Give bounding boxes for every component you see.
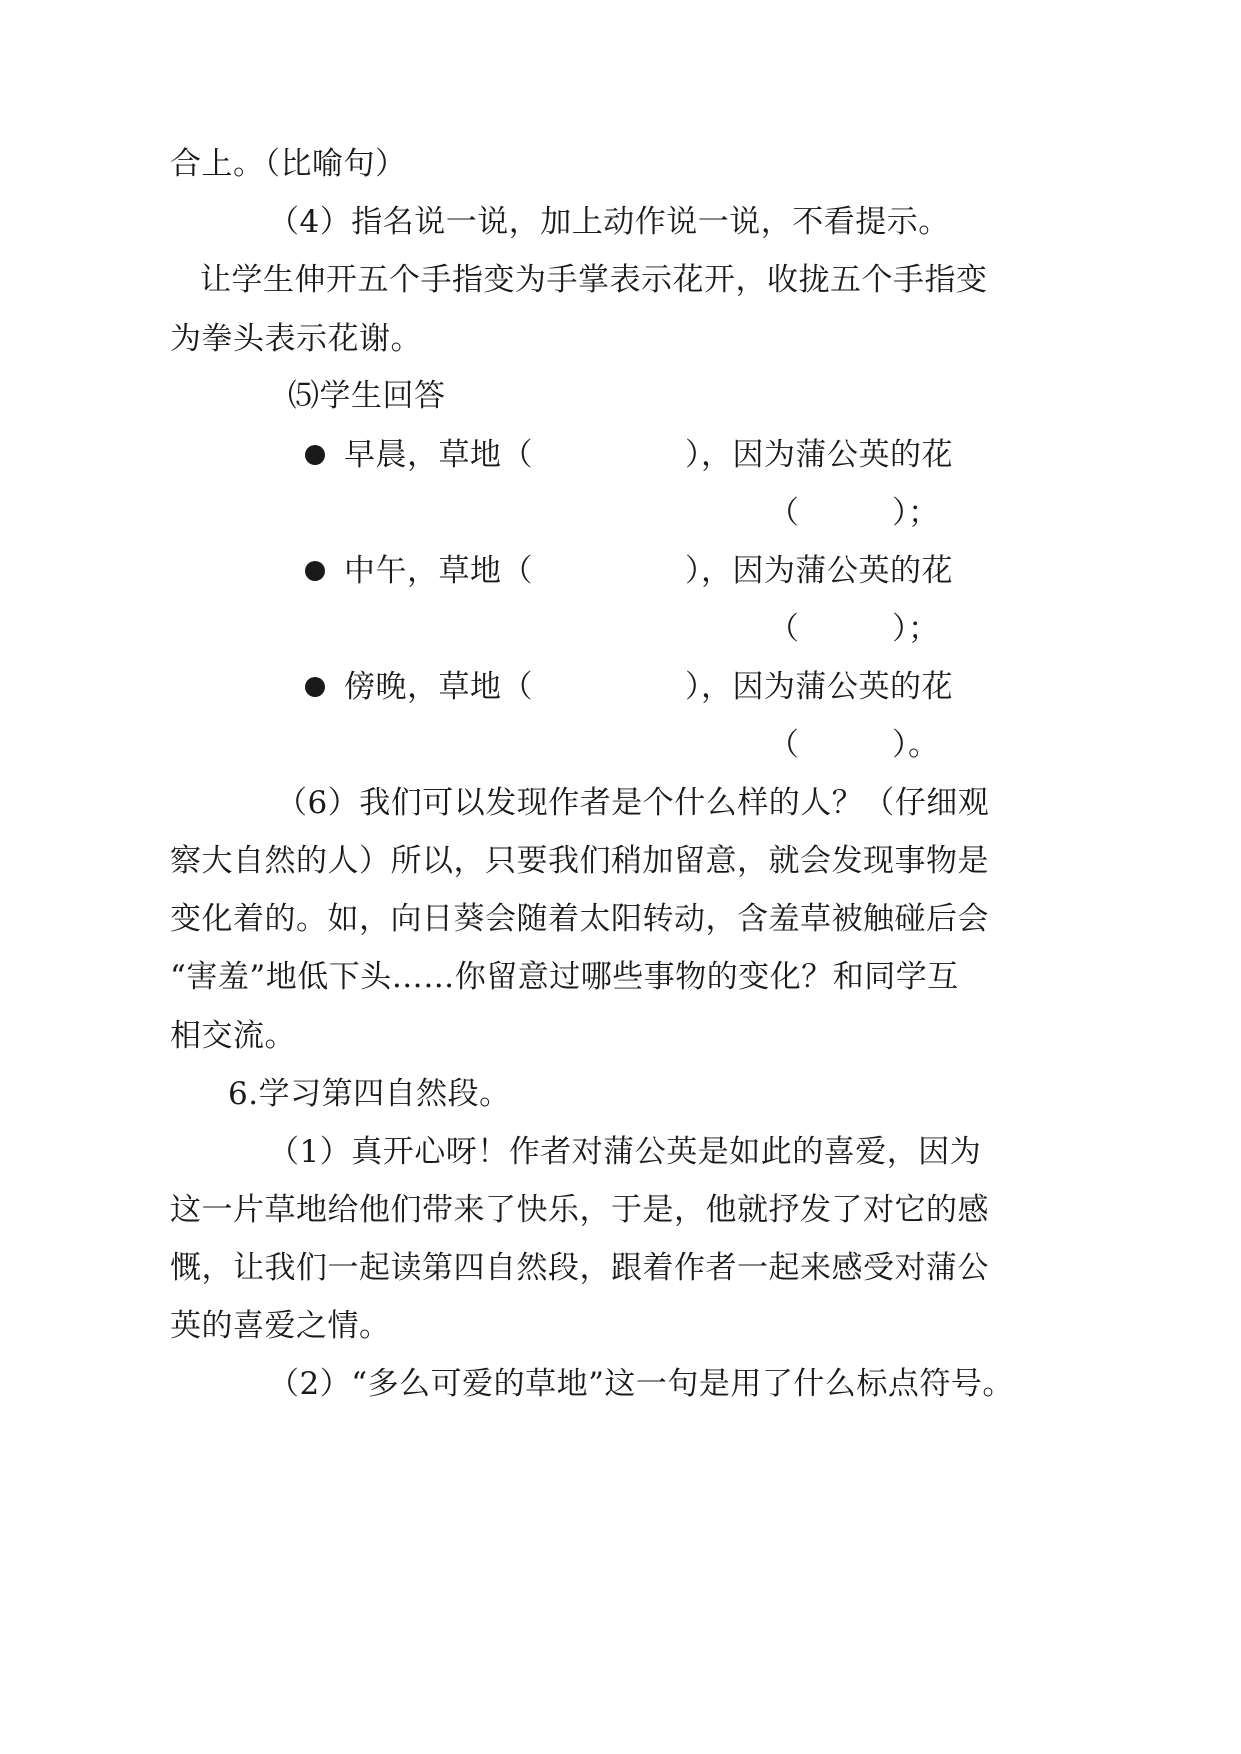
answer-because-text: ），因为蒲公英的花 [685, 669, 953, 705]
answer-blank-close: ）； [892, 495, 940, 531]
answer-blank-open: （ [768, 611, 800, 647]
paragraph-line: 相交流。 [170, 1018, 296, 1054]
paragraph-line: 让学生伸开五个手指变为手掌表示花开，收拢五个手指变 [200, 262, 988, 298]
bullet-icon [305, 677, 325, 697]
answer-because-text: ），因为蒲公英的花 [685, 553, 953, 589]
paragraph-line: （6）我们可以发现作者是个什么样的人？（仔细观 [276, 785, 990, 821]
paragraph-line: （4）指名说一说，加上动作说一说，不看提示。 [268, 204, 950, 240]
paragraph-line: 合上。（比喻句） [170, 146, 407, 182]
answer-time-text: 早晨，草地（ [344, 437, 533, 473]
paragraph-line: （2）“多么可爱的草地”这一句是用了什么标点符号。 [268, 1366, 1014, 1402]
answer-because-text: ），因为蒲公英的花 [685, 437, 953, 473]
paragraph-line: 变化着的。如，向日葵会随着太阳转动，含羞草被触碰后会 [170, 901, 989, 937]
paragraph-line: （1）真开心呀！作者对蒲公英是如此的喜爱，因为 [268, 1134, 982, 1170]
answer-blank-open: （ [768, 727, 800, 763]
answer-blank-close: ）。 [892, 727, 940, 763]
answer-time-text: 中午，草地（ [344, 553, 533, 589]
answer-blank-open: （ [768, 495, 800, 531]
paragraph-line: 察大自然的人）所以，只要我们稍加留意，就会发现事物是 [170, 843, 989, 879]
answer-blank-close: ）； [892, 611, 940, 647]
paragraph-line: ⑸学生回答 [288, 378, 446, 414]
paragraph-line: 慨，让我们一起读第四自然段，跟着作者一起来感受对蒲公 [170, 1250, 989, 1286]
paragraph-line: 英的喜爱之情。 [170, 1308, 391, 1344]
bullet-icon [305, 445, 325, 465]
paragraph-line: 这一片草地给他们带来了快乐，于是，他就抒发了对它的感 [170, 1192, 989, 1228]
answer-time-text: 傍晚，草地（ [344, 669, 533, 705]
bullet-icon [305, 561, 325, 581]
paragraph-line: “害羞”地低下头……你留意过哪些事物的变化？和同学互 [170, 959, 959, 995]
paragraph-line: 为拳头表示花谢。 [170, 321, 422, 357]
section-heading: 6.学习第四自然段。 [228, 1076, 511, 1112]
